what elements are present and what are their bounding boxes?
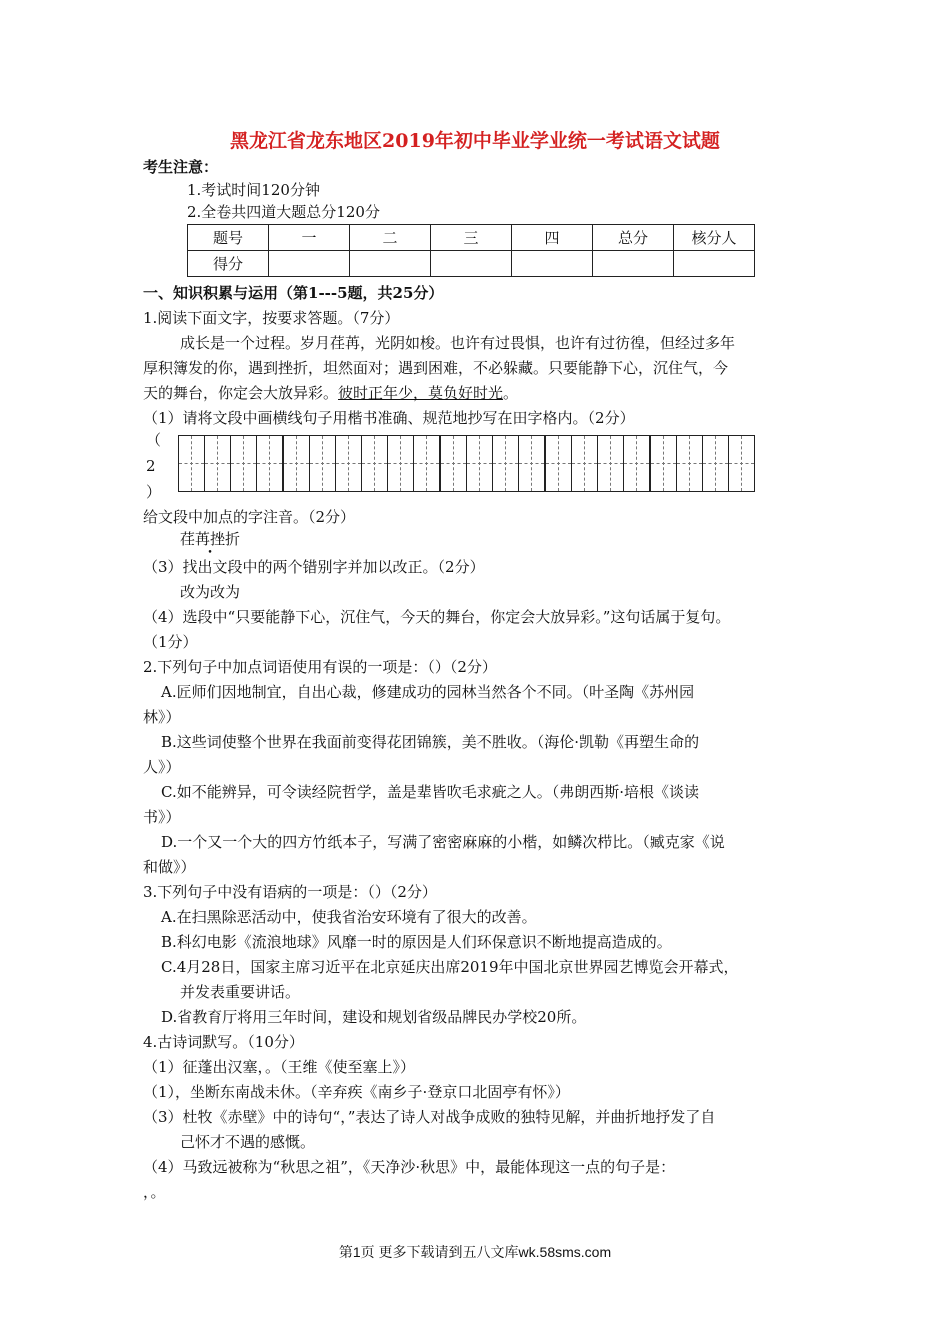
grid-group: [179, 435, 283, 492]
q1-para-end: 。: [503, 384, 519, 402]
grid-cell: [440, 435, 467, 492]
score-input-cell: [350, 251, 431, 277]
q1-sub3-answer: 改为改为: [180, 583, 241, 601]
table-cell: 一: [269, 225, 350, 251]
q4-item: ，。: [143, 1183, 166, 1201]
q2-option: C.如不能辨异，可令读经院哲学，盖是辈皆吹毛求疵之人。（弗朗西斯·培根《谈读: [161, 783, 699, 801]
q4-item: （1）征蓬出汉塞，。（王维《使至塞上》）: [143, 1058, 416, 1076]
notice-item: 1.考试时间120分钟: [187, 181, 320, 199]
score-input-cell: [512, 251, 593, 277]
q4-item: （3）杜牧《赤壁》中的诗句“，”表达了诗人对战争成败的独特见解，并曲折地抒发了自: [143, 1108, 716, 1126]
section-heading: 一、知识积累与运用（第1---5题，共25分）: [143, 284, 444, 302]
table-row: [188, 225, 755, 251]
q2-option: D.一个又一个大的四方竹纸本子，写满了密密麻麻的小楷，如鳞次栉比。（臧克家《说: [161, 833, 725, 851]
table-cell: 四: [512, 225, 593, 251]
q3-stem: 3.下列句子中没有语病的一项是：（）（2分）: [143, 883, 437, 901]
q3-option: C.4月28日，国家主席习近平在北京延庆出席2019年中国北京世界园艺博览会开幕式，: [161, 958, 739, 976]
q4-stem: 4.古诗词默写。（10分）: [143, 1033, 304, 1051]
grid-cell: [702, 435, 729, 492]
q1-sub4-points: （1分）: [143, 633, 198, 651]
dotted-chars: [180, 529, 240, 549]
table-cell: 总分: [593, 225, 674, 251]
grid-cell: [178, 435, 205, 492]
grid-cell: [256, 435, 283, 492]
grid-cell: [728, 435, 755, 492]
grid-cell: [230, 435, 257, 492]
grid-cell: [361, 435, 388, 492]
q3-option: A.在扫黑除恶活动中，使我省治安环境有了很大的改善。: [161, 908, 537, 926]
q2-option: 和做》）: [143, 858, 196, 876]
grid-cell: [204, 435, 231, 492]
score-input-cell: [269, 251, 350, 277]
q2-option: 林》）: [143, 708, 181, 726]
grid-cell: [283, 435, 310, 492]
table-cell: 二: [350, 225, 431, 251]
table-row: [188, 251, 755, 277]
q1-sub3: （3）找出文段中的两个错别字并加以改正。（2分）: [143, 558, 485, 576]
q1-sub1: （1）请将文段中画横线句子用楷书准确、规范地抄写在田字格内。（2分）: [143, 409, 635, 427]
underlined-sentence: 彼时正年少，莫负好时光: [338, 384, 504, 402]
score-table: [187, 224, 755, 277]
q2-stem: 2.下列句子中加点词语使用有误的一项是：（）（2分）: [143, 658, 497, 676]
q1-para: 成长是一个过程。岁月荏苒，光阴如梭。也许有过畏惧，也许有过彷徨，但经过多年: [180, 334, 736, 352]
q1-para-text: 天的舞台，你定会大放异彩。: [143, 384, 339, 402]
q2-option: 人》）: [143, 758, 181, 776]
tianzige-grid: [179, 435, 756, 492]
grid-group: [546, 435, 650, 492]
grid-group: [441, 435, 545, 492]
q1-para: 厚积簿发的你，遇到挫折，坦然面对；遇到困难，不必躲藏。只要能静下心，沉住气，今: [143, 359, 729, 377]
grid-cell: [518, 435, 545, 492]
grid-cell: [623, 435, 650, 492]
score-input-cell: [593, 251, 674, 277]
grid-cell: [571, 435, 598, 492]
grid-cell: [309, 435, 336, 492]
q4-item: （4）马致远被称为“秋思之祖”，《天净沙·秋思》中，最能体现这一点的句子是：: [143, 1158, 676, 1176]
q1-sub2: 给文段中加点的字注音。（2分）: [143, 508, 356, 526]
grid-group: [284, 435, 440, 492]
page-footer: 第1页 更多下载请到五八文库wk.58sms.com: [338, 1244, 612, 1260]
grid-cell: [413, 435, 440, 492]
q4-item: 己怀才不遇的感慨。: [180, 1133, 316, 1151]
notice-heading: 考生注意：: [143, 158, 219, 176]
q2-option: B.这些词使整个世界在我面前变得花团锦簇，美不胜收。（海伦·凯勒《再塑生命的: [161, 733, 700, 751]
side-paren: ）: [146, 483, 162, 501]
notice-item: 2.全卷共四道大题总分120分: [187, 203, 380, 221]
grid-group: [651, 435, 755, 492]
q4-item: （1），坐断东南战未休。（辛弃疾《南乡子·登京口北固亭有怀》）: [143, 1083, 570, 1101]
side-number: 2: [146, 457, 156, 475]
table-cell: 三: [431, 225, 512, 251]
score-input-cell: [674, 251, 755, 277]
q3-option: B.科幻电影《流浪地球》风靡一时的原因是人们环保意识不断地提高造成的。: [161, 933, 672, 951]
table-cell: 题号: [188, 225, 269, 251]
q1-para: [143, 383, 518, 403]
q1-stem: 1.阅读下面文字，按要求答题。（7分）: [143, 309, 400, 327]
q2-option: A.匠师们因地制宜，自出心裁，修建成功的园林当然各个不同。（叶圣陶《苏州园: [161, 683, 695, 701]
grid-cell: [650, 435, 677, 492]
score-input-cell: [431, 251, 512, 277]
grid-cell: [335, 435, 362, 492]
grid-cell: [597, 435, 624, 492]
q1-sub4: （4）选段中“只要能静下心，沉住气，今天的舞台，你定会大放异彩。”这句话属于复句。: [143, 608, 731, 626]
q3-option: 并发表重要讲话。: [180, 983, 301, 1001]
grid-cell: [492, 435, 519, 492]
grid-cell: [466, 435, 493, 492]
side-paren: （: [146, 431, 162, 449]
table-cell: 核分人: [674, 225, 755, 251]
q3-option: D.省教育厅将用三年时间，建设和规划省级品牌民办学校20所。: [161, 1008, 587, 1026]
grid-cell: [545, 435, 572, 492]
pinyin-target-chars: 荏苒挫折: [180, 530, 241, 548]
grid-cell: [676, 435, 703, 492]
grid-cell: [387, 435, 414, 492]
page-title: 黑龙江省龙东地区2019年初中毕业学业统一考试语文试题: [230, 130, 720, 152]
q2-option: 书》）: [143, 808, 181, 826]
table-cell: 得分: [188, 251, 269, 277]
